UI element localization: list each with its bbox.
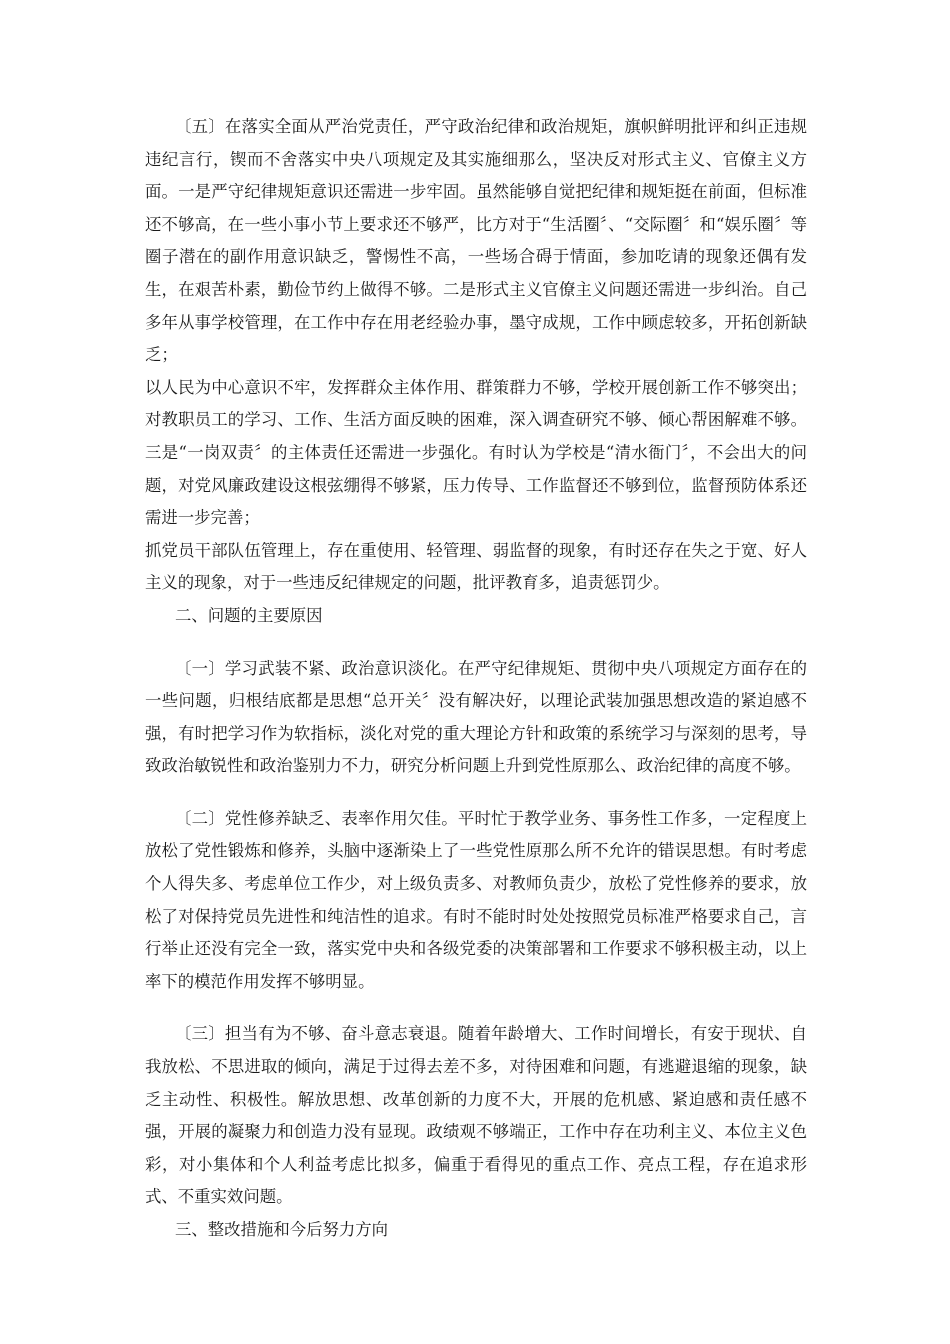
document-page — [145, 111, 807, 1247]
section-1-5-body: 规违纪言行，锲而不舍落实中央八项规定及其实施细那么，坚决反对形式主义、官僚主义方面。一是严守纪律规矩意识还需进一步牢固。虽然能够自觉把纪律和规矩挺在前面，但标准还不够高，在一些小事小节上要求还不够严，比方对于“生活圈〞、“交际圈〞和“娱乐圈〞等圈子潜在的副作用意识缺乏，警惕性不高，一些场合碍于情面，参加吃请的现象还偶有发生，在艰苦朴素，勤俭节约上做得不够。二是形式主义官僚主义问题还需进一步纠治。自己多年从事学校管理，在工作中存在用老经验办事，墨守成规，工作中顾虑较多，开拓创新缺乏； — [145, 117, 807, 365]
section-1-5-first-line: 〔五〕在落实全面从严治党责任，严守政治纪律和政治规矩，旗帜鲜明批评和纠正违 — [175, 117, 791, 136]
section-1-5-paragraph — [145, 111, 807, 372]
section-2-item-1: 〔一〕学习武装不紧、政治意识淡化。在严守纪律规矩、贯彻中央八项规定方面存在的一些问题，归根结底都是思想“总开关〞没有解决好，以理论武装加强思想改造的紧迫感不强，有时把学习作为软指标，淡化对党的重大理论方针和政策的系统学习与深刻的思考，导致政治敏锐性和政治鉴别力不力，研究分析问题上升到党性原那么、政治纪律的高度不够。 — [145, 658, 807, 776]
section-2-heading: 二、问题的主要原因 — [175, 605, 323, 625]
section-1-5-line-a: 以人民为中心意识不牢，发挥群众主体作用、群策群力不够，学校开展创新工作不够突出；对教职员工的学习、工作、生活方面反映的困难，深入调查研究不够、倾心帮困解难不够。三是“一岗双责〞的主体责任还需进一步强化。有时认为学校是“清水衙门〞，不会出大的问题，对党风廉政建设这根弦绷得不够紧，压力传导、工作监督还不够到位，监督预防体系还需进一步完善； — [145, 377, 807, 528]
section-2-item-2: 〔二〕党性修养缺乏、表率作用欠佳。平时忙于教学业务、事务性工作多，一定程度上放松了党性锻炼和修养，头脑中逐渐染上了一些党性原那么所不允许的错误思想。有时考虑个人得失多、考虑单位工作少，对上级负责多、对教师负责少，放松了党性修养的要求，放松了对保持党员先进性和纯洁性的追求。有时不能时时处处按照党员标准严格要求自己，言行举止还没有完全一致，落实党中央和各级党委的决策部署和工作要求不够积极主动，以上率下的模范作用发挥不够明显。 — [145, 808, 807, 991]
section-2-item-3: 〔三〕担当有为不够、奋斗意志衰退。随着年龄增大、工作时间增长，有安于现状、自我放松、不思进取的倾向，满足于过得去差不多，对待困难和问题，有逃避退缩的现象，缺乏主动性、积极性。解放思想、改革创新的力度不大，开展的危机感、紧迫感和责任感不强，开展的凝聚力和创造力没有显现。政绩观不够端正，工作中存在功利主义、本位主义色彩，对小集体和个人利益考虑比拟多，偏重于看得见的重点工作、亮点工程，存在追求形式、不重实效问题。 — [145, 1024, 807, 1207]
section-1-5-line-b: 抓党员干部队伍管理上，存在重使用、轻管理、弱监督的现象，有时还存在失之于宽、好人主义的现象，对于一些违反纪律规定的问题，批评教育多，追责惩罚少。 — [145, 540, 807, 593]
section-3-heading: 三、整改措施和今后努力方向 — [175, 1220, 389, 1239]
